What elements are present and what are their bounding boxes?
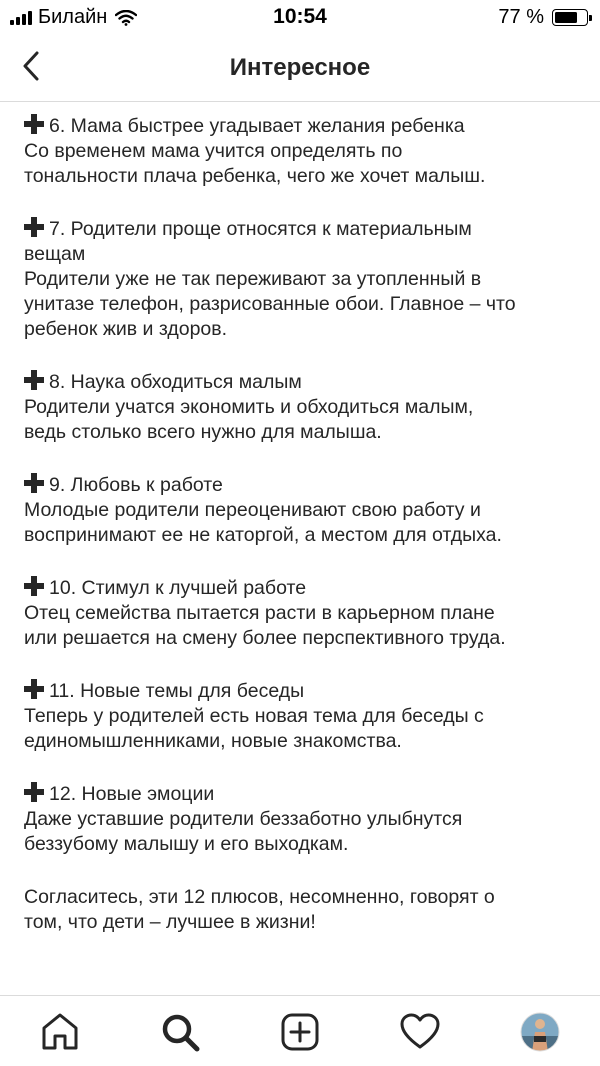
- carrier-name: Билайн: [38, 6, 108, 28]
- home-icon[interactable]: [40, 1012, 80, 1052]
- plus-icon: [24, 217, 44, 237]
- page-title: Интересное: [229, 54, 371, 81]
- list-item: [24, 370, 580, 445]
- item-text: унитазе телефон, разрисованные обои. Главное – что: [24, 293, 516, 315]
- plus-icon: [24, 114, 44, 134]
- list-item: [24, 217, 580, 342]
- conclusion-text: Согласитесь, эти 12 плюсов, несомненно, говорят о: [24, 886, 495, 908]
- item-text: воспринимают ее не каторгой, а местом для отдыха.: [24, 524, 502, 546]
- plus-icon: [24, 473, 44, 493]
- activity-heart-icon[interactable]: [400, 1012, 440, 1052]
- item-heading: 12. Новые эмоции: [24, 782, 580, 807]
- list-item: [24, 782, 580, 857]
- plus-icon: [24, 679, 44, 699]
- item-heading: 7. Родители проще относятся к материальным: [24, 217, 580, 242]
- item-text: ведь столько всего нужно для малыша.: [24, 421, 382, 443]
- battery-icon: [552, 9, 588, 26]
- list-item: [24, 576, 580, 651]
- conclusion-text: том, что дети – лучшее в жизни!: [24, 911, 316, 933]
- item-text: беззубому малышу и его выходкам.: [24, 833, 349, 855]
- plus-icon: [24, 782, 44, 802]
- item-text: или решается на смену более перспективного труда.: [24, 627, 506, 649]
- item-text: Теперь у родителей есть новая тема для беседы с: [24, 705, 484, 727]
- item-heading: 8. Наука обходиться малым: [24, 370, 580, 395]
- item-heading: 6. Мама быстрее угадывает желания ребенка: [24, 114, 580, 139]
- plus-icon: [24, 370, 44, 390]
- item-heading: 11. Новые темы для беседы: [24, 679, 580, 704]
- list-item: [24, 473, 580, 548]
- battery-percent: 77 %: [498, 6, 544, 28]
- navigation-bar: [0, 34, 600, 102]
- item-text: Со временем мама учится определять по: [24, 140, 403, 162]
- list-item: [24, 679, 580, 754]
- item-text: Даже уставшие родители беззаботно улыбнутся: [24, 808, 463, 830]
- item-text: Родители учатся экономить и обходиться малым,: [24, 396, 474, 418]
- list-item: [24, 114, 580, 189]
- plus-icon: [24, 576, 44, 596]
- item-text: Молодые родители переоценивают свою работу и: [24, 499, 481, 521]
- item-text: Родители уже не так переживают за утопленный в: [24, 268, 482, 290]
- item-text: тональности плача ребенка, чего же хочет малыш.: [24, 165, 486, 187]
- item-text: единомышленниками, новые знакомства.: [24, 730, 402, 752]
- search-icon[interactable]: [160, 1012, 200, 1052]
- item-text: ребенок жив и здоров.: [24, 318, 228, 340]
- item-text: Отец семейства пытается расти в карьерном плане: [24, 602, 495, 624]
- item-heading-continued: вещам: [24, 243, 86, 265]
- conclusion: [24, 885, 580, 935]
- item-heading: 10. Стимул к лучшей работе: [24, 576, 580, 601]
- profile-avatar[interactable]: [520, 1012, 560, 1052]
- new-post-icon[interactable]: [280, 1012, 320, 1052]
- post-text: [24, 114, 580, 935]
- status-bar: [0, 0, 600, 34]
- clock: 10:54: [273, 5, 327, 28]
- battery-group: [498, 6, 588, 29]
- item-heading: 9. Любовь к работе: [24, 473, 580, 498]
- tab-bar: [0, 995, 600, 1066]
